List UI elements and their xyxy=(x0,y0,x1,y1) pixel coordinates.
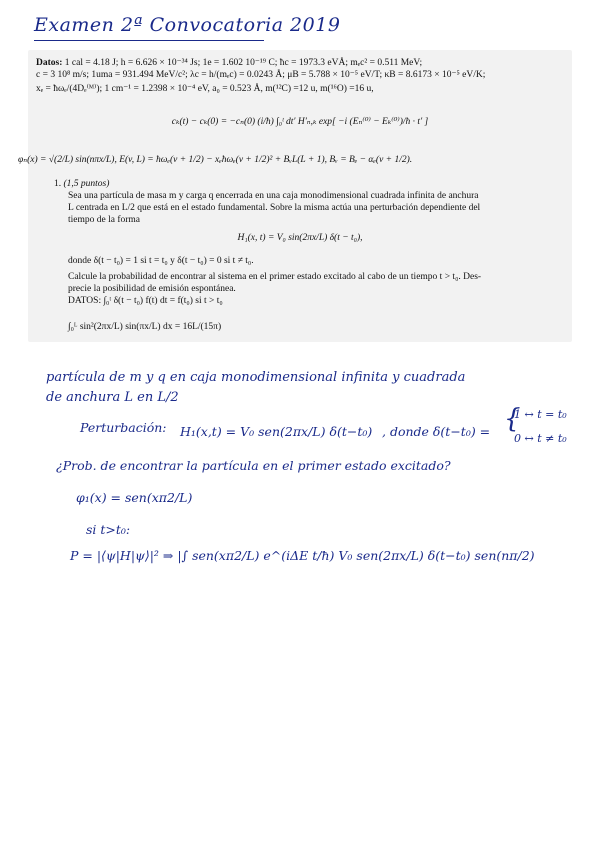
brace-symbol: { xyxy=(504,404,521,434)
problem-text-3: tiempo de la forma xyxy=(68,215,141,225)
problem-number: 1. xyxy=(54,179,62,189)
delta-case-2: 0 ↔ t ≠ t₀ xyxy=(514,432,567,445)
datos-line-1: Datos: 1 cal = 4.18 J; h = 6.626 × 10⁻³⁴ Js; 1e = 1.602 10⁻¹⁹ C; ħc = 1973.3 eVÅ; mₑc² = 0.511 MeV; xyxy=(36,58,423,68)
problem-text-1: Sea una partícula de masa m y carga q encerrada en una caja monodimensional cuadrada infinita de anchura xyxy=(68,191,479,201)
perturbation-equation: H₁(x,t) = V₀ sen(2πx/L) δ(t−t₀) xyxy=(180,424,373,439)
handwritten-heading: Examen 2ª Convocatoria 2019 xyxy=(34,14,341,36)
problem-text-2: L centrada en L/2 que está en el estado fundamental. Sobre la misma actúa una perturbación dependiente del xyxy=(68,203,481,213)
datos-integral: DATOS: ∫₀ᵗ δ(t − t₀) f(t) dt = f(t₀) si t > t₀ xyxy=(68,296,223,306)
delta-case-1: 1 ↔ t = t₀ xyxy=(514,408,567,421)
datos-line-2: c = 3 10⁸ m/s; 1uma = 931.494 MeV/c²; λc = h/(mₑc) = 0.0243 Å; μB = 5.788 × 10⁻⁵ eV/T; κB = 8.6173 × 10⁻⁵ eV/K; xyxy=(36,70,486,80)
note-line-2: de anchura L en L/2 xyxy=(46,390,179,405)
problem-header xyxy=(54,179,109,190)
datos-line-3: xₑ = ħωₑ/(4Dₑ⁽ᴹ⁾); 1 cm⁻¹ = 1.2398 × 10⁻⁴ eV, a₀ = 0.523 Å, m(¹²C) =12 u, m(¹⁶O) =16 u, xyxy=(36,84,374,94)
wavefunction-formula: φₙ(x) = √(2/L) sin(nπx/L), E(v, L) = ħωₑ(v + 1/2) − xₑħωₑ(v + 1/2)² + BᵥL(L + 1), Bᵥ = Bₑ − αₑ(v + 1/2). xyxy=(18,155,413,165)
question-line-2: precie la posibilidad de emisión espontánea. xyxy=(68,284,236,294)
probability-equation: P = |⟨ψ|H|ψ⟩|² ⇒ |∫ sen(xπ2/L) e^(iΔE t/ħ) V₀ sen(2πx/L) δ(t−t₀) sen(nπ/2) xyxy=(70,548,535,563)
hamiltonian-formula: H₁(x, t) = V₀ sin(2πx/L) δ(t − t₀), xyxy=(237,233,363,243)
phi-note: φ₁(x) = sen(xπ2/L) xyxy=(76,490,193,505)
perturbation-label: Perturbación: xyxy=(80,420,167,435)
exam-statement xyxy=(18,50,572,342)
heading-underline xyxy=(34,40,264,41)
problem-points: (1,5 puntos) xyxy=(63,179,110,189)
note-line-1: partícula de m y q en caja monodimensional infinita y cuadrada xyxy=(46,370,466,385)
datos-label: Datos: xyxy=(36,58,63,68)
delta-donde: , donde δ(t−t₀) = xyxy=(382,424,491,439)
perturbation-formula: cₖ(t) − cₖ(0) = −cₙ(0) (i/ħ) ∫₀ᵗ dt′ H′ₙ,ₖ exp[ −i (Eₙ⁽⁰⁾ − Eₖ⁽⁰⁾)/ħ · t′ ] xyxy=(171,117,429,127)
question-line-1: Calcule la probabilidad de encontrar al sistema en el primer estado excitado al cabo de un tiempo t > t₀. Des- xyxy=(68,272,482,282)
condition-note: si t>t₀: xyxy=(86,522,131,537)
given-integral: ∫₀ᴸ sin²(2πx/L) sin(πx/L) dx = 16L/(15π) xyxy=(68,322,222,332)
delta-definition: donde δ(t − t₀) = 1 si t = t₀ y δ(t − t₀) = 0 si t ≠ t₀. xyxy=(68,256,254,266)
question-note: ¿Prob. de encontrar la partícula en el primer estado excitado? xyxy=(56,458,451,473)
